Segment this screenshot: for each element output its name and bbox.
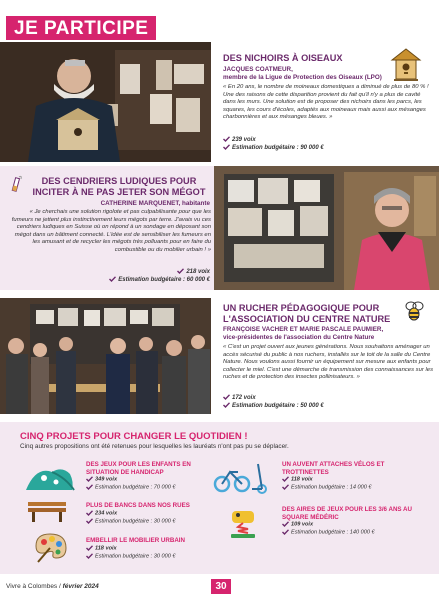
project-budget-3 [86, 518, 216, 526]
footer-separator: / [57, 583, 63, 590]
author-role-nichoirs: membre de la Ligue de Protection des Oiseaux (LPO) [223, 74, 382, 81]
cigarette-icon [10, 175, 24, 193]
project-budget-2 [282, 484, 412, 492]
budget-value: Estimation budgétaire : 14 000 € [291, 484, 372, 491]
project-budget-4 [282, 529, 422, 537]
checkmark-icon [223, 144, 230, 150]
photo-nichoirs-drawing [0, 42, 211, 162]
checkmark-icon [282, 529, 289, 535]
checkmark-icon [86, 476, 93, 482]
projects-title: CINQ PROJETS POUR CHANGER LE QUOTIDIEN ! [20, 431, 248, 442]
checkmark-icon [86, 545, 93, 551]
bike-scooter-icon [212, 460, 268, 494]
checkmark-icon [223, 394, 230, 400]
photo-rucher [0, 298, 211, 414]
playground-slide-icon [22, 462, 76, 492]
project-title-3: PLUS DE BANCS DANS NOS RUES [86, 502, 190, 509]
votes-count: 234 voix [95, 510, 118, 517]
budget-nichoirs [223, 144, 413, 152]
votes-count: 118 voix [95, 545, 117, 552]
section-title-rucher: UN RUCHER PÉDAGOGIQUE POUR L'ASSOCIATION DU CENTRE NATURE [223, 303, 391, 324]
project-votes-2 [282, 476, 402, 484]
footer-credit [6, 583, 206, 590]
votes-rucher [223, 394, 373, 402]
quote-nichoirs: « En 20 ans, le nombre de moineaux domestiques a diminué de plus de 80 % ! Une des raisons de cette disparition provient du fait qu'il n'y a plus de cavité dans les murs. Une solution est de proposer des nichoirs dans les parcs, les squares, les cours d'écoles, adaptés aux moineaux mais aussi aux mésanges charbonnières et aux mésanges bleues. » [223, 84, 429, 121]
votes-count: 218 voix [186, 269, 210, 275]
issue-date: février 2024 [62, 583, 99, 590]
project-votes-5 [86, 545, 206, 553]
votes-count: 172 voix [232, 395, 256, 401]
project-title-2: UN AUVENT ATTACHES VÉLOS ET TROTTINETTES [282, 461, 385, 476]
budget-value: Estimation budgétaire : 60 000 € [118, 277, 210, 283]
checkmark-icon [177, 268, 184, 274]
project-budget-1 [86, 484, 216, 492]
votes-count: 349 voix [95, 476, 118, 483]
page-number: 30 [211, 579, 231, 594]
checkmark-icon [282, 484, 289, 490]
checkmark-icon [86, 553, 93, 559]
votes-count: 118 voix [291, 476, 313, 483]
budget-value: Estimation budgétaire : 50 000 € [232, 403, 324, 409]
checkmark-icon [86, 484, 93, 490]
photo-nichoirs [0, 42, 211, 162]
votes-nichoirs [223, 136, 373, 144]
budget-value: Estimation budgétaire : 140 000 € [291, 529, 375, 536]
checkmark-icon [86, 518, 93, 524]
votes-count: 239 voix [232, 137, 256, 143]
bee-icon [402, 300, 426, 322]
page-title: JE PARTICIPE [6, 16, 156, 40]
checkmark-icon [86, 510, 93, 516]
bench-icon [26, 499, 68, 523]
author-name-rucher: FRANÇOISE VACHER ET MARIE PASCALE PAUMIER, [223, 326, 384, 333]
votes-count: 109 voix [291, 521, 314, 528]
paint-palette-icon [34, 532, 68, 564]
section-title-nichoirs: DES NICHOIRS À OISEAUX [223, 53, 343, 63]
author-name-nichoirs: JACQUES COATMEUR, [223, 66, 293, 73]
checkmark-icon [223, 136, 230, 142]
project-budget-5 [86, 553, 216, 561]
projects-subtitle: Cinq autres propositions ont été retenues pour lesquelles les lauréats n'ont pas pu se déplacer. [20, 443, 289, 450]
project-votes-4 [282, 521, 402, 529]
checkmark-icon [282, 521, 289, 527]
photo-cendriers [214, 166, 439, 290]
spring-rider-icon [226, 505, 260, 539]
author-name-cendriers: CATHERINE MARQUENET, habitante [100, 200, 210, 207]
budget-rucher [223, 402, 413, 410]
project-title-1: DES JEUX POUR LES ENFANTS EN SITUATION DE HANDICAP [86, 461, 191, 476]
budget-value: Estimation budgétaire : 30 000 € [95, 518, 176, 525]
budget-value: Estimation budgétaire : 90 000 € [232, 145, 324, 151]
budget-value: Estimation budgétaire : 30 000 € [95, 553, 176, 560]
checkmark-icon [109, 276, 116, 282]
votes-cendriers [60, 268, 210, 276]
checkmark-icon [223, 402, 230, 408]
budget-value: Estimation budgétaire : 70 000 € [95, 484, 176, 491]
magazine-name: Vivre à Colombes [6, 583, 58, 590]
quote-rucher: « C'est un projet ouvert aux jeunes générations. Nous souhaitons aménager un accès sécurisé du public à nos ruchers, installés sur le toit de la salle du Centre Nature. Nous voulons aussi fournir un équipement sur mesure aux enfants pour collecter le miel. C'est une démarche de transmission des connaissances sur les ruches et de protection des insectes pollinisateurs. » [223, 344, 434, 381]
project-title-5: EMBELLIR LE MOBILIER URBAIN [86, 537, 185, 544]
quote-cendriers: « Je cherchais une solution rigolote et pas culpabilisante pour que les fumeurs ne jettent plus instinctivement leurs mégots par terre. J'avais vu ces cendriers ludiques en Suisse où on répond à un sondage en déposant son mégot dans un bâtiment connecté. L'idée est de sensibiliser les fumeurs en les amusant et de recycler les mégots très polluants pour en faire du combustible ou du mobilier urbain ! » [11, 209, 211, 253]
author-role-rucher: vice-présidentes de l'association du Centre Nature [223, 334, 375, 341]
project-votes-3 [86, 510, 206, 518]
project-votes-1 [86, 476, 206, 484]
section-title-cendriers: DES CENDRIERS LUDIQUES POUR INCITER À NE PAS JETER SON MÉGOT [32, 176, 206, 197]
project-title-4: DES AIRES DE JEUX POUR LES 3/6 ANS AU SQUARE MÉDÉRIC [282, 506, 412, 521]
checkmark-icon [282, 476, 289, 482]
budget-cendriers [20, 276, 210, 284]
